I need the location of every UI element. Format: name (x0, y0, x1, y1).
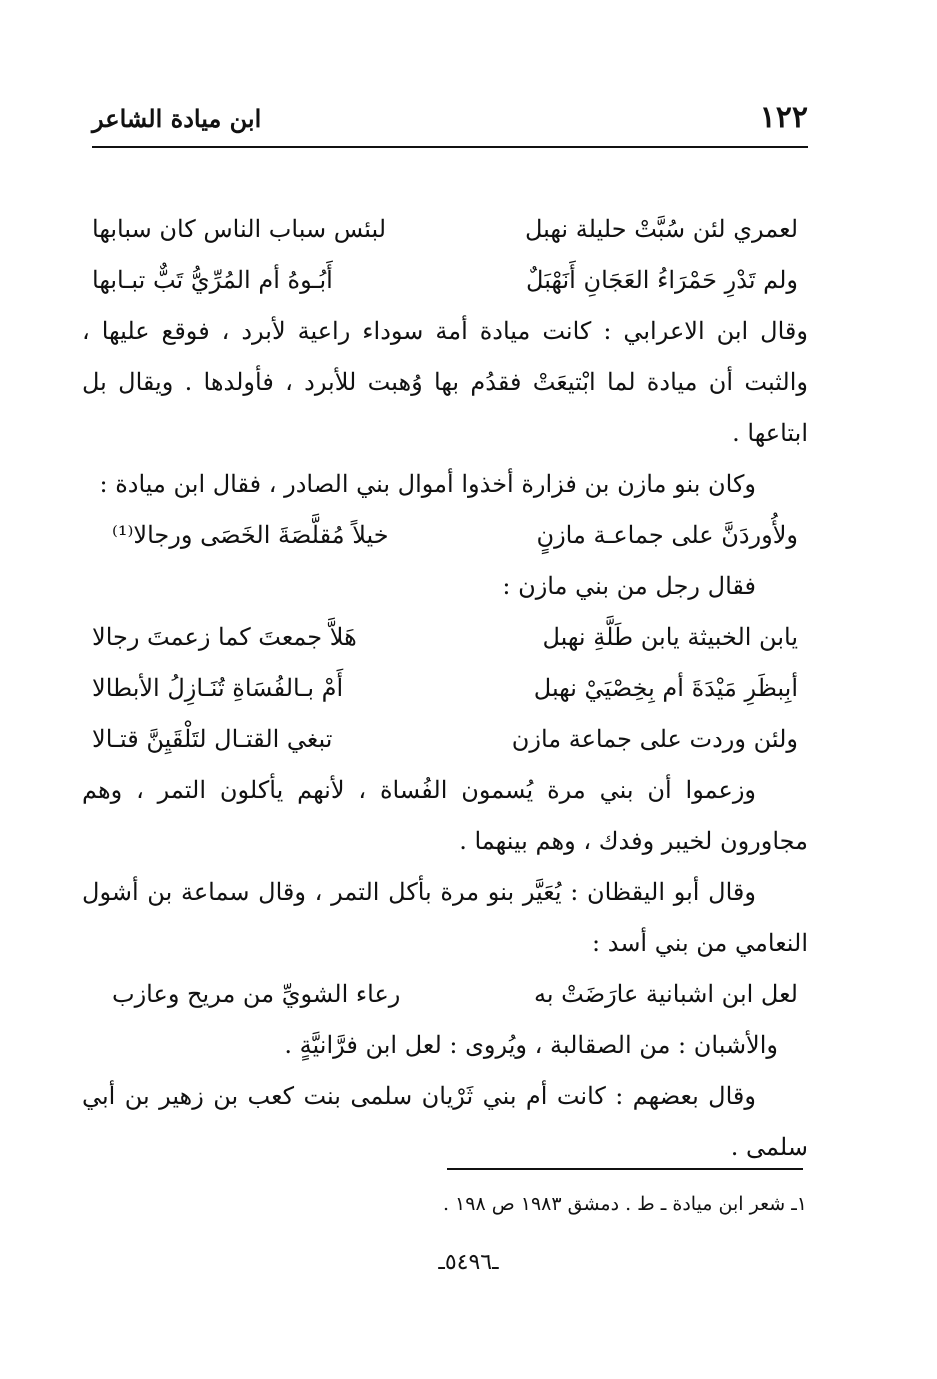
verse-hemistich-second: أَبُـوهُ أم المُرِّيُّ تَبٌّ تبـابها (92, 266, 333, 294)
verse-hemistich-first: أبِبظَرِ مَيْدَةَ أم بِخِصْيَيْ نهبل (533, 674, 798, 702)
footnote: ١ـ شعر ابن ميادة ـ ط . دمشق ١٩٨٣ ص ١٩٨ . (442, 1193, 807, 1215)
verse-hemistich-first: ولأُوردَنَّ على جماعـة مازنٍ (536, 521, 798, 549)
prose-paragraph: وقال بعضهم : كانت أم بني ثَرْيان سلمى بنت كعب بن زهير بن أبي سلمى . (82, 1082, 808, 1161)
verse-line (82, 612, 808, 663)
folio-number: ـ٥٤٩٦ـ (438, 1250, 499, 1275)
verse-hemistich-second: تبغي القتـال لتَلْقَيِنَّ قتـالا (92, 725, 333, 753)
verse-hemistich-second: خيلاً مُقلَّصَةَ الخَصَى ورجالا⁽¹⁾ (112, 521, 389, 549)
prose-paragraph: وقال ابن الاعرابي : كانت ميادة أمة سوداء راعية لأبرد ، فوقع عليها ، والثبت أن ميادة لما ابْتيعَتْ فقدُم بها وُهبت للأبرد ، فأولدها . ويقال بل ابتاعها . (82, 317, 808, 447)
verse-hemistich-first: ولم تَدْرِ حَمْرَاءُ العَجَانِ أَنَهْبَلٌ (526, 266, 798, 294)
verse-line (82, 663, 808, 714)
page-number: ١٢٢ (759, 100, 808, 135)
verse-hemistich-first: لعل ابن اشبانية عارَضَتْ به (533, 980, 798, 1008)
prose-line: والأشبان : من الصقالبة ، ويُروى : لعل ابن فرَّانيَّةٍ . (284, 1031, 778, 1059)
verse-hemistich-first: لعمري لئن سُبَّتْ حليلة نهبل (524, 215, 798, 243)
verse-line (82, 510, 808, 561)
verse-hemistich-second: رعاء الشويِّ من مريح وعازب (112, 980, 401, 1008)
verse-line (82, 714, 808, 765)
running-title: ابن ميادة الشاعر (92, 104, 262, 133)
page-body (82, 204, 808, 1173)
verse-line (82, 969, 808, 1020)
verse-line (82, 255, 808, 306)
footnote-divider (447, 1168, 803, 1170)
prose-paragraph: وكان بنو مازن بن فزارة أخذوا أموال بني الصادر ، فقال ابن ميادة : (99, 470, 756, 498)
verse-line (82, 204, 808, 255)
verse-hemistich-second: أَمْ بـالفُسَاةِ تُنَـازِلُ الأبطالا (92, 674, 344, 702)
prose-paragraph: وقال أبو اليقظان : يُعَيَّر بنو مرة بأكل التمر ، وقال سماعة بن أشول النعامي من بني أسد : (82, 878, 808, 957)
verse-hemistich-second: هَلاَّ جمعتَ كما زعمتَ رجالا (92, 623, 357, 651)
prose-line: فقال رجل من بني مازن : (502, 572, 756, 600)
verse-hemistich-first: ولئن وردت على جماعة مازن (511, 725, 798, 753)
verse-hemistich-first: يابن الخبيثة يابن طَلَّةِ نهبل (542, 623, 798, 651)
running-header (92, 96, 808, 148)
verse-hemistich-second: لبئس سباب الناس كان سبابها (92, 215, 387, 243)
prose-paragraph: وزعموا أن بني مرة يُسمون الفُساة ، لأنهم يأكلون التمر ، وهم مجاورون لخيبر وفدك ، وهم بينهما . (82, 776, 808, 855)
